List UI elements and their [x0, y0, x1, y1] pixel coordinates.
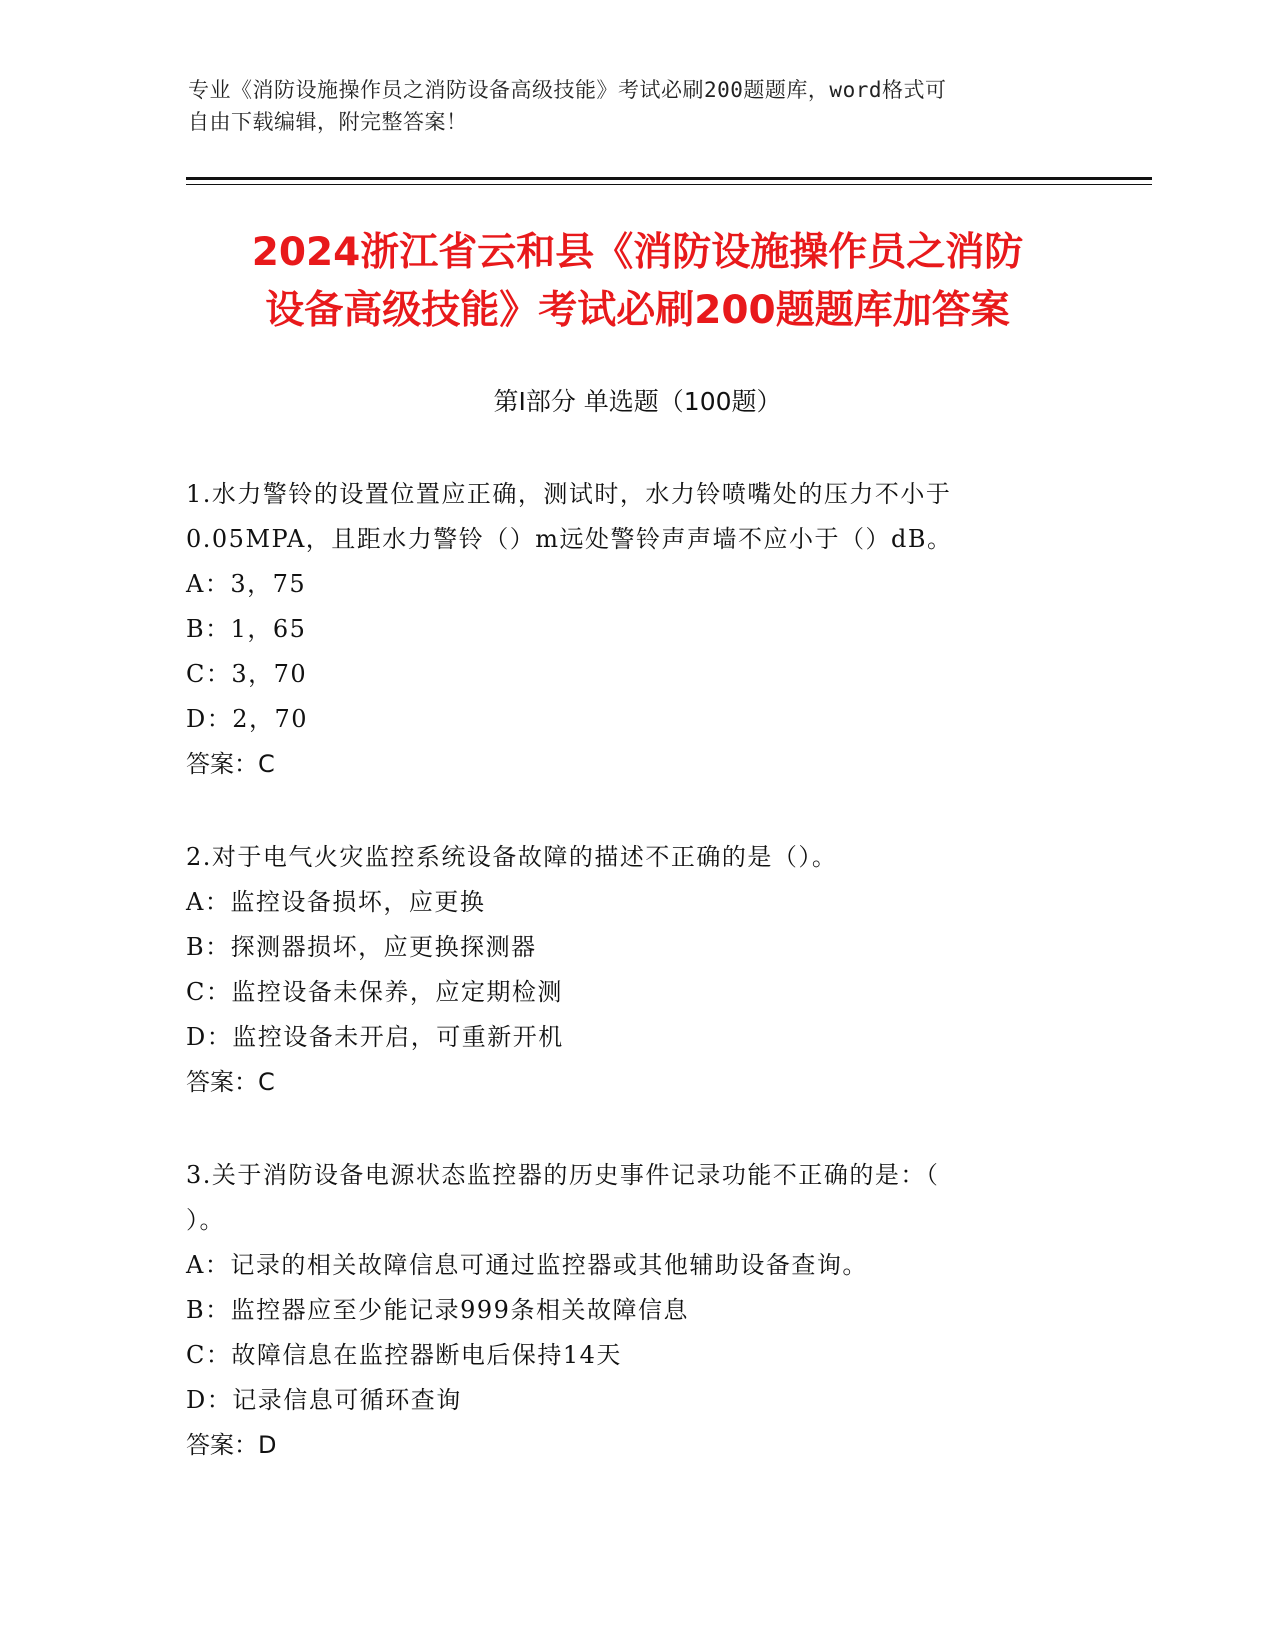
option-d: D：2，70 — [186, 705, 309, 733]
document-title-line: 2024浙江省云和县《消防设施操作员之消防 — [251, 230, 1024, 275]
header-divider-thick — [186, 177, 1152, 180]
header-note — [188, 74, 1068, 138]
question-text: ）。 — [186, 1206, 225, 1234]
option-c: C：监控设备未保养，应定期检测 — [186, 978, 563, 1006]
option-b: B：探测器损坏，应更换探测器 — [186, 933, 537, 961]
question-3 — [186, 1153, 1086, 1468]
header-note-line: 专业《消防设施操作员之消防设备高级技能》考试必刷200题题库，word格式可 — [188, 78, 947, 102]
header-note-line: 自由下载编辑，附完整答案！ — [188, 110, 468, 134]
option-a: A：监控设备损坏，应更换 — [186, 888, 486, 916]
option-b: B：1，65 — [186, 615, 307, 643]
question-1 — [186, 472, 1086, 787]
question-text: 3.关于消防设备电源状态监控器的历史事件记录功能不正确的是：（ — [186, 1161, 940, 1189]
document-title — [150, 224, 1125, 340]
answer: 答案：C — [186, 1068, 275, 1096]
option-a: A：记录的相关故障信息可通过监控器或其他辅助设备查询。 — [186, 1251, 868, 1279]
option-d: D：记录信息可循环查询 — [186, 1386, 462, 1414]
header-divider-thin — [186, 184, 1152, 185]
document-title-line: 设备高级技能》考试必刷200题题库加答案 — [265, 288, 1010, 333]
question-text: 2.对于电气火灾监控系统设备故障的描述不正确的是（）。 — [186, 843, 838, 871]
answer: 答案：C — [186, 750, 275, 778]
section-title: 第Ⅰ部分 单选题（100题） — [493, 387, 782, 416]
answer: 答案：D — [186, 1431, 277, 1459]
question-text: 1.水力警铃的设置位置应正确，测试时，水力铃喷嘴处的压力不小于 — [186, 480, 952, 508]
question-text: 0.05MPA，且距水力警铃（）m远处警铃声声墙不应小于（）dB。 — [186, 525, 953, 553]
option-c: C：3，70 — [186, 660, 308, 688]
option-a: A：3，75 — [186, 570, 307, 598]
option-c: C：故障信息在监控器断电后保持14天 — [186, 1341, 622, 1369]
option-d: D：监控设备未开启，可重新开机 — [186, 1023, 564, 1051]
question-2 — [186, 835, 1086, 1105]
option-b: B：监控器应至少能记录999条相关故障信息 — [186, 1296, 689, 1324]
